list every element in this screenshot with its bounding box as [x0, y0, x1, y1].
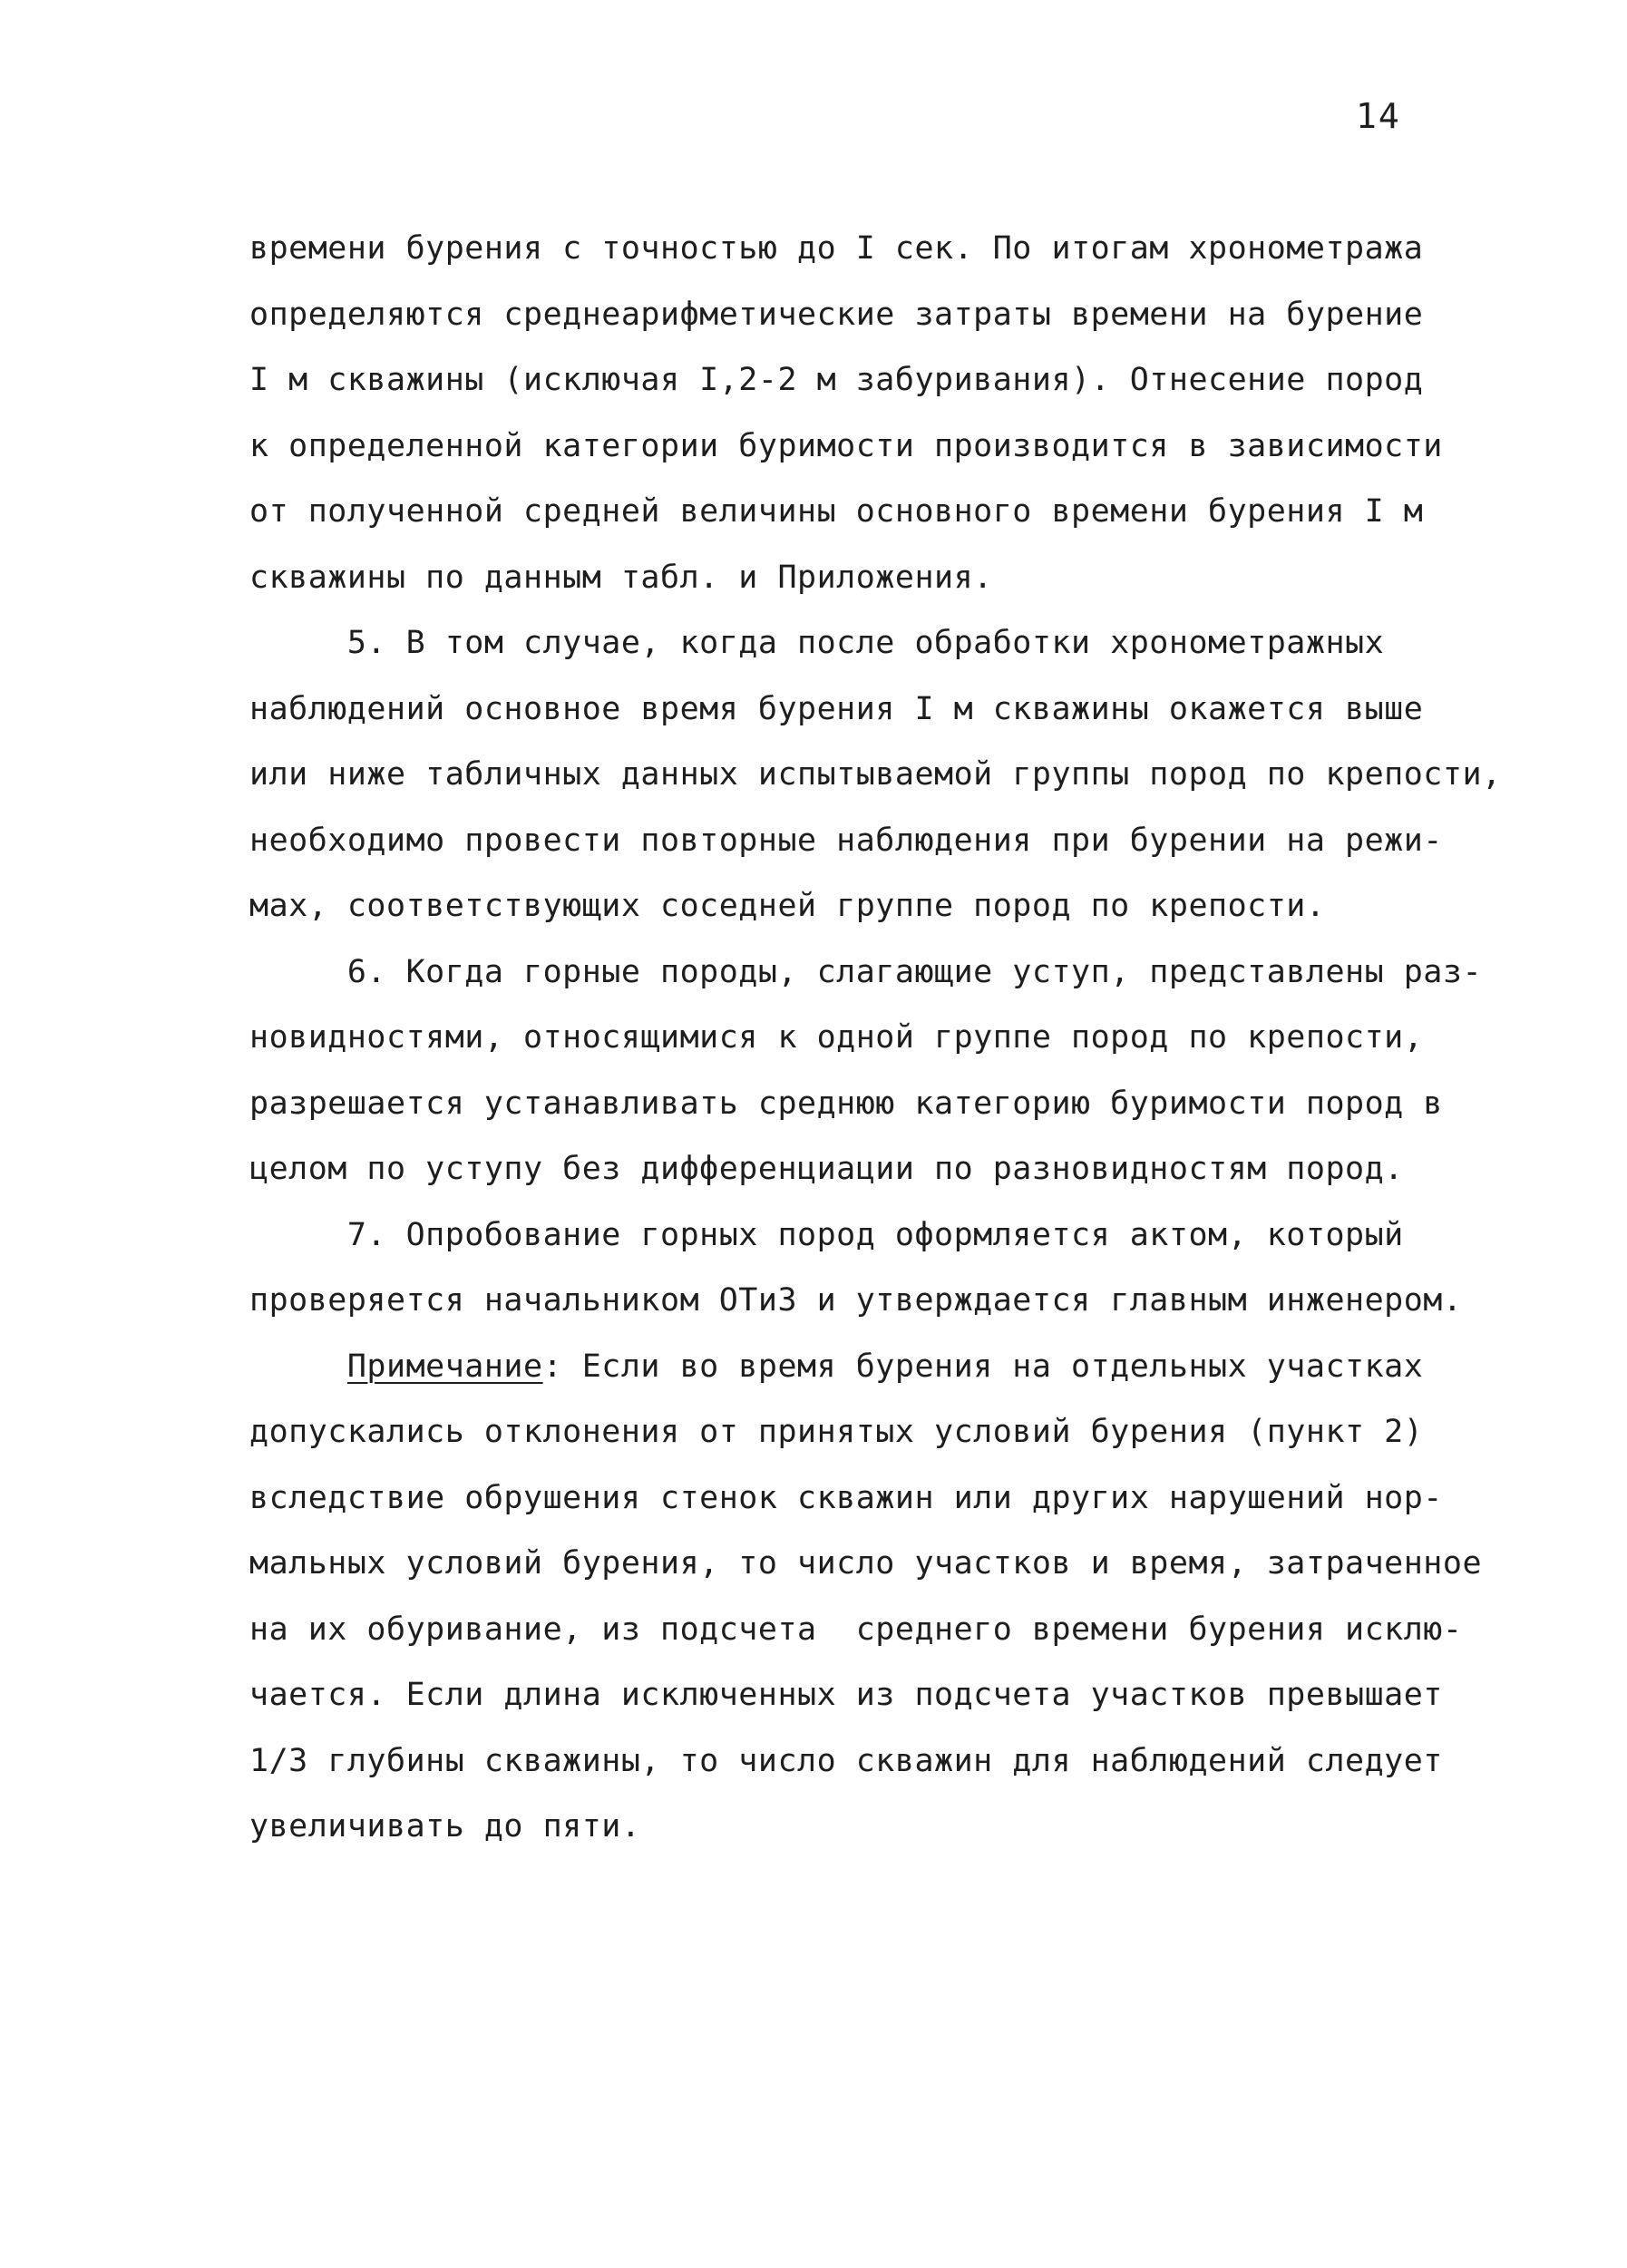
body-line: I м скважины (исключая I,2-2 м забуривания). Отнесение пород: [249, 362, 1424, 398]
body-line: наблюдений основное время бурения I м скважины окажется выше: [249, 690, 1424, 727]
note-indent: [249, 1348, 347, 1385]
body-line: новидностями, относящимися к одной группе пород по крепости,: [249, 1019, 1424, 1056]
body-line: целом по уступу без дифференциации по разновидностям пород.: [249, 1151, 1404, 1187]
note-line: на их обуривание, из подсчета среднего времени бурения исклю-: [249, 1611, 1463, 1648]
note-line: 1/3 глубины скважины, то число скважин для наблюдений следует: [249, 1742, 1443, 1779]
body-line: определяются среднеарифметические затраты времени на бурение: [249, 296, 1424, 333]
page-number: 14: [1356, 96, 1401, 136]
note-first-line: [249, 1334, 1537, 1400]
body-line: разрешается устанавливать среднюю категорию буримости пород в: [249, 1085, 1443, 1122]
note-line: вследствие обрушения стенок скважин или других нарушений нор-: [249, 1479, 1443, 1516]
body-line: времени бурения с точностью до I сек. По итогам хронометража: [249, 230, 1424, 267]
body-line: необходимо провести повторные наблюдения при бурении на режи-: [249, 822, 1443, 859]
note-label: Примечание: [346, 1348, 543, 1385]
note-line: чается. Если длина исключенных из подсчета участков превышает: [249, 1677, 1443, 1713]
paragraph-6-start: 6. Когда горные породы, слагающие уступ, представлены раз-: [249, 953, 1483, 990]
body-line: или ниже табличных данных испытываемой группы пород по крепости,: [249, 756, 1502, 793]
body-line: скважины по данным табл. и Приложения.: [249, 559, 993, 596]
body-line: к определенной категории буримости производится в зависимости: [249, 427, 1443, 464]
body-line: мах, соответствующих соседней группе пород по крепости.: [249, 888, 1326, 924]
body-line: проверяется начальником ОТиЗ и утверждается главным инженером.: [249, 1282, 1463, 1319]
note-text: : Если во время бурения на отдельных участках: [542, 1348, 1424, 1385]
document-body: [249, 216, 1537, 1860]
body-line: от полученной средней величины основного времени бурения I м: [249, 493, 1424, 530]
note-line: увеличивать до пяти.: [249, 1808, 641, 1845]
note-line: допускались отклонения от принятых условий бурения (пункт 2): [249, 1414, 1424, 1450]
paragraph-7-start: 7. Опробование горных пород оформляется актом, который: [249, 1216, 1404, 1253]
note-line: мальных условий бурения, то число участков и время, затраченное: [249, 1545, 1483, 1582]
paragraph-5-start: 5. В том случае, когда после обработки хронометражных: [249, 625, 1385, 661]
